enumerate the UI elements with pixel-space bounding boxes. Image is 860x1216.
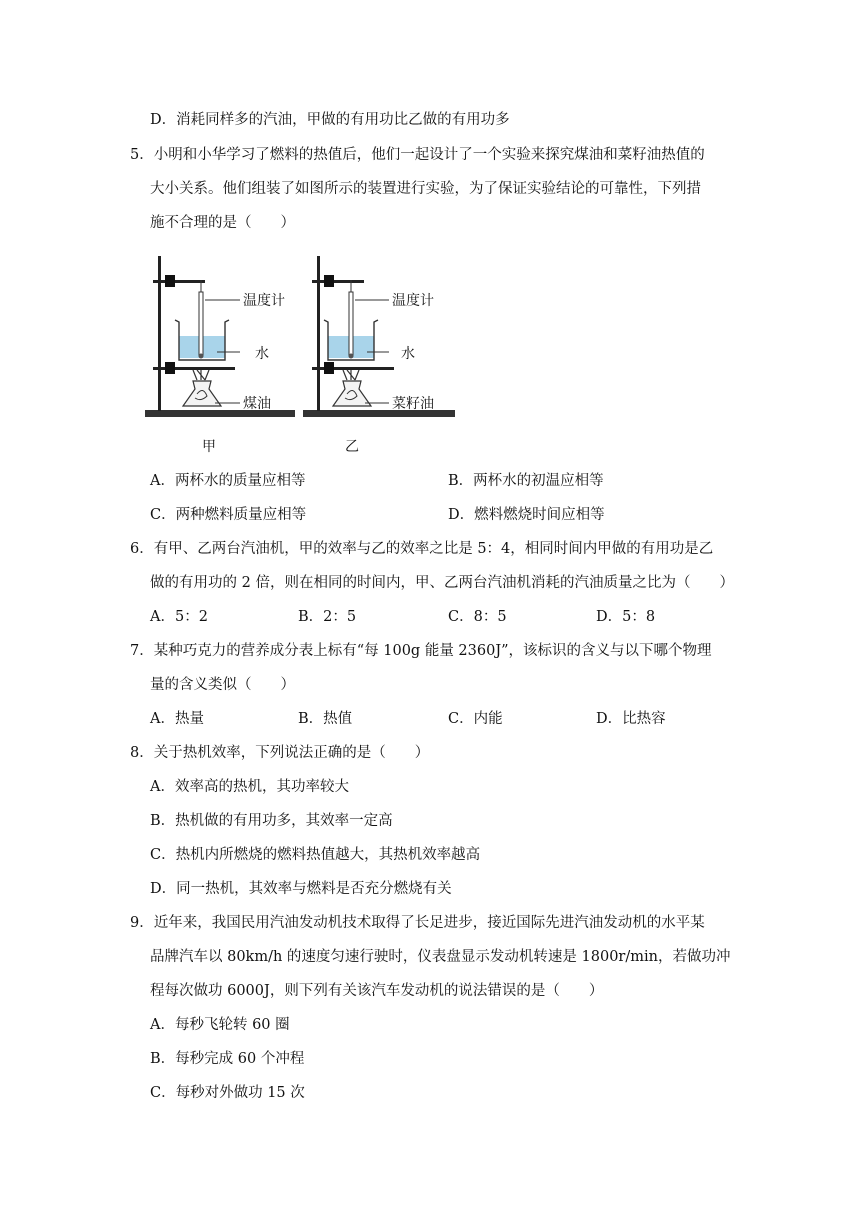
q5-option-a[interactable]: A．两杯水的质量应相等 <box>150 473 306 489</box>
q9-option-c[interactable]: C．每秒对外做功 15 次 <box>150 1085 305 1101</box>
flame-left <box>193 370 209 380</box>
q8-option-a[interactable]: A．效率高的热机，其功率较大 <box>150 779 349 795</box>
q8-option-c[interactable]: C．热机内所燃烧的燃料热值越大，其热机效率越高 <box>150 847 481 863</box>
q5-option-d[interactable]: D．燃料燃烧时间应相等 <box>448 507 605 523</box>
lamp-left <box>183 381 221 406</box>
q5-stem-line-1: 5．小明和小华学习了燃料的热值后，他们一起设计了一个实验来探究煤油和菜籽油热值的 <box>130 147 705 163</box>
q5-experiment-figure <box>145 248 465 458</box>
clamp-knob-left <box>165 275 175 287</box>
caption-right: 乙 <box>345 439 359 455</box>
label-water-left: 水 <box>255 346 269 362</box>
q8-option-d[interactable]: D．同一热机，其效率与燃料是否充分燃烧有关 <box>150 881 452 897</box>
prev-question-option-d: D．消耗同样多的汽油，甲做的有用功比乙做的有用功多 <box>150 112 510 128</box>
ring-knob-left <box>165 362 175 374</box>
q5-stem-line-2: 大小关系。他们组装了如图所示的装置进行实验，为了保证实验结论的可靠性，下列措 <box>150 181 701 197</box>
label-thermometer-left: 温度计 <box>243 293 285 309</box>
q7-stem-line-1: 7．某种巧克力的营养成分表上标有“每 100g 能量 2360J”，该标识的含义与以下哪个物理 <box>130 643 712 659</box>
q6-stem-line-1: 6．有甲、乙两台汽油机，甲的效率与乙的效率之比是 5：4，相同时间内甲做的有用功是乙 <box>130 541 714 557</box>
q7-option-b[interactable]: B．热值 <box>298 711 353 727</box>
thermometer-bulb-right <box>349 354 354 359</box>
stand-rod-right <box>317 256 320 411</box>
stand-base-left <box>145 410 295 417</box>
label-water-right: 水 <box>401 346 415 362</box>
q7-option-c[interactable]: C．内能 <box>448 711 503 727</box>
thermometer-right <box>349 292 353 356</box>
clamp-knob-right <box>324 275 334 287</box>
q6-option-c[interactable]: C．8：5 <box>448 609 507 625</box>
q5-option-c[interactable]: C．两种燃料质量应相等 <box>150 507 307 523</box>
q8-stem-line-1: 8．关于热机效率，下列说法正确的是（ ） <box>130 745 430 761</box>
q6-option-b[interactable]: B．2：5 <box>298 609 357 625</box>
q5-option-b[interactable]: B．两杯水的初温应相等 <box>448 473 604 489</box>
q6-stem-line-2: 做的有用功的 2 倍，则在相同的时间内，甲、乙两台汽油机消耗的汽油质量之比为（ ） <box>150 575 734 591</box>
stand-rod-left <box>158 256 161 411</box>
label-thermometer-right: 温度计 <box>392 293 434 309</box>
q9-stem-line-2: 品牌汽车以 80km/h 的速度匀速行驶时，仪表盘显示发动机转速是 1800r/min，若做功冲 <box>150 949 731 965</box>
q5-stem-line-3: 施不合理的是（ ） <box>150 215 295 231</box>
ring-knob-right <box>324 362 334 374</box>
label-fuel-right: 菜籽油 <box>392 396 434 412</box>
q9-stem-line-3: 程每次做功 6000J，则下列有关该汽车发动机的说法错误的是（ ） <box>150 983 604 999</box>
q6-option-a[interactable]: A．5：2 <box>150 609 208 625</box>
q7-stem-line-2: 量的含义类似（ ） <box>150 677 295 693</box>
clamp-arm-right <box>312 280 364 283</box>
q6-option-d[interactable]: D．5：8 <box>596 609 656 625</box>
label-fuel-left: 煤油 <box>243 396 271 412</box>
caption-left: 甲 <box>202 439 216 455</box>
apparatus-left <box>145 256 295 455</box>
q8-option-b[interactable]: B．热机做的有用功多，其效率一定高 <box>150 813 393 829</box>
apparatus-right <box>303 256 455 455</box>
q9-option-a[interactable]: A．每秒飞轮转 60 圈 <box>150 1017 290 1033</box>
q9-option-b[interactable]: B．每秒完成 60 个冲程 <box>150 1051 305 1067</box>
q7-option-a[interactable]: A．热量 <box>150 711 204 727</box>
thermometer-left <box>199 292 203 356</box>
clamp-arm-left <box>153 280 205 283</box>
lamp-right <box>333 381 371 406</box>
q7-option-d[interactable]: D．比热容 <box>596 711 666 727</box>
thermometer-bulb-left <box>199 354 204 359</box>
q9-stem-line-1: 9．近年来，我国民用汽油发动机技术取得了长足进步，接近国际先进汽油发动机的水平某 <box>130 915 705 931</box>
flame-right <box>343 370 359 380</box>
